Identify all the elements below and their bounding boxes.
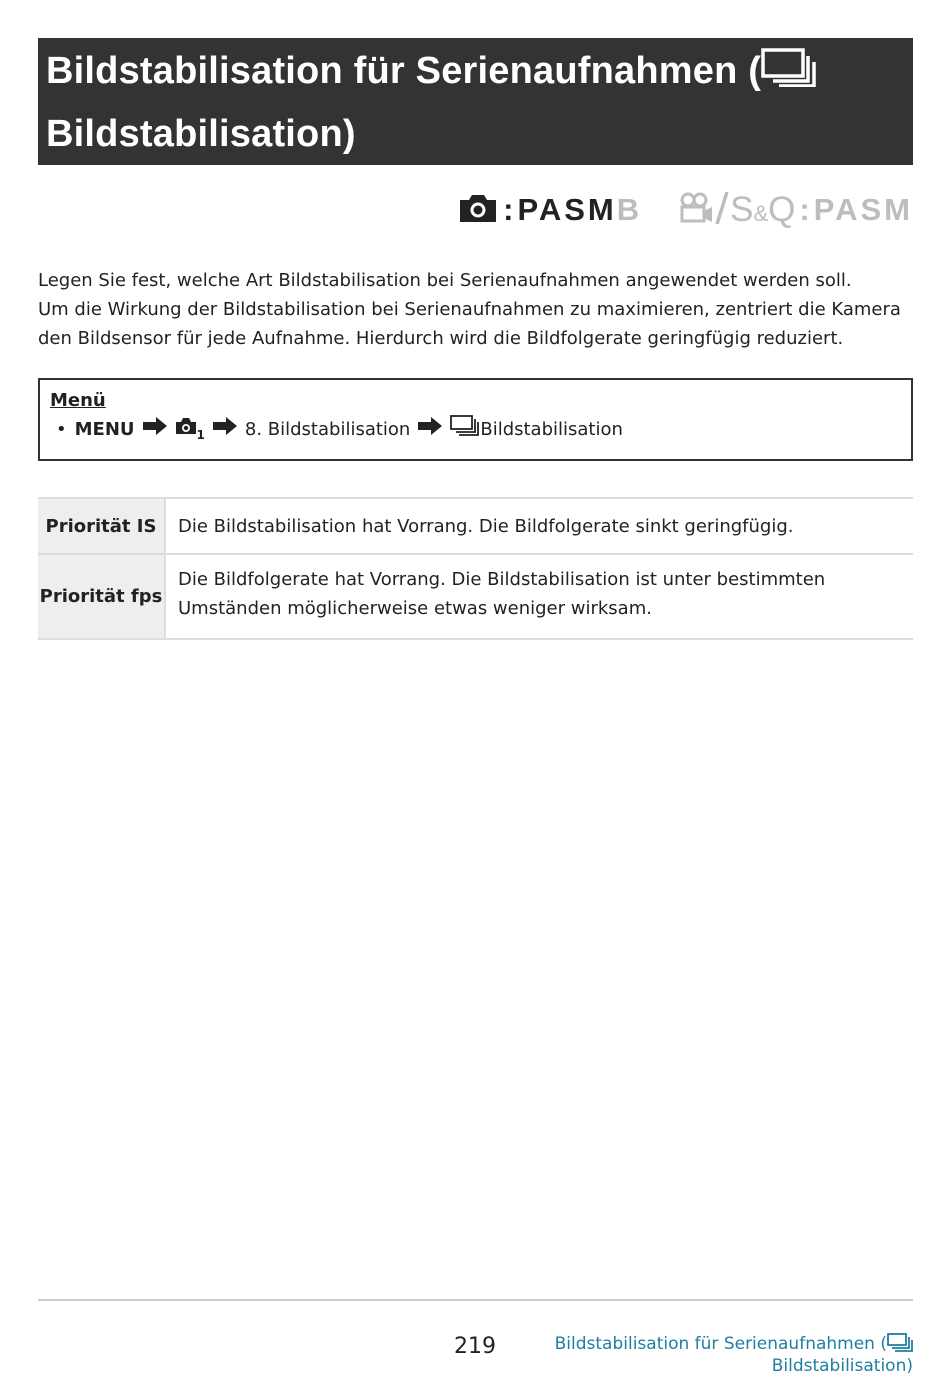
slash-separator bbox=[714, 190, 730, 230]
menu-path-box bbox=[38, 378, 913, 461]
menu-step: 8. Bildstabilisation bbox=[244, 418, 411, 440]
burst-stack-icon bbox=[450, 414, 480, 445]
photo-modes-colon: : bbox=[503, 192, 514, 227]
menu-path bbox=[56, 414, 901, 445]
page-title-bar bbox=[38, 38, 913, 165]
intro-line1: Legen Sie fest, welche Art Bildstabilisation bei Serienaufnahmen angewendet werden soll. bbox=[38, 270, 852, 291]
camera-tab-number: 1 bbox=[196, 428, 205, 442]
options-table bbox=[38, 497, 913, 640]
table-row bbox=[38, 499, 913, 555]
option-description: Die Bildstabilisation hat Vorrang. Die Bildfolgerate sinkt geringfügig. bbox=[178, 515, 794, 537]
intro-line2: Um die Wirkung der Bildstabilisation bei Serienaufnahmen zu maximieren, zentriert die Kamera den Bildsensor für jede Aufnahme. Hierdurch wird die Bildfolgerate geringfügig reduziert. bbox=[38, 299, 901, 349]
photo-modes-active: PASM bbox=[517, 192, 617, 227]
option-name: Priorität IS bbox=[38, 499, 166, 553]
camera-icon bbox=[457, 192, 499, 228]
arrow-right-icon bbox=[143, 416, 167, 444]
intro-text bbox=[38, 266, 913, 353]
video-modes bbox=[678, 190, 913, 230]
burst-stack-icon bbox=[887, 1334, 913, 1354]
page-title-line2: Bildstabilisation) bbox=[46, 113, 356, 155]
option-name: Priorität fps bbox=[38, 555, 166, 638]
section-link[interactable] bbox=[555, 1332, 913, 1377]
page-title bbox=[46, 42, 905, 164]
camera-tab-icon bbox=[175, 416, 197, 444]
video-modes-colon: : bbox=[799, 192, 810, 227]
footer-divider bbox=[38, 1299, 913, 1301]
video-modes-letters: PASM bbox=[813, 192, 913, 227]
arrow-right-icon bbox=[418, 416, 442, 444]
menu-keyword: MENU bbox=[74, 418, 135, 440]
table-row bbox=[38, 555, 913, 640]
page-title-line1: Bildstabilisation für Serienaufnahmen ( bbox=[46, 50, 762, 92]
page-number: 219 bbox=[454, 1334, 496, 1359]
menu-heading: Menü bbox=[50, 390, 106, 411]
section-link-line2[interactable]: Bildstabilisation) bbox=[771, 1356, 913, 1376]
arrow-right-icon bbox=[213, 416, 237, 444]
sq-mode-label: S&Q bbox=[730, 190, 796, 229]
shooting-modes bbox=[457, 188, 913, 232]
burst-stack-icon bbox=[761, 46, 817, 105]
menu-item: Bildstabilisation bbox=[480, 418, 623, 440]
photo-modes bbox=[457, 192, 642, 228]
photo-modes-inactive: B bbox=[616, 192, 643, 227]
movie-camera-icon bbox=[678, 191, 714, 229]
option-description: Die Bildfolgerate hat Vorrang. Die Bildstabilisation ist unter bestimmten Umständen möglicherweise etwas weniger wirksam. bbox=[178, 569, 826, 619]
section-link-line1[interactable]: Bildstabilisation für Serienaufnahmen ( bbox=[554, 1334, 887, 1354]
bullet: • bbox=[56, 418, 67, 440]
